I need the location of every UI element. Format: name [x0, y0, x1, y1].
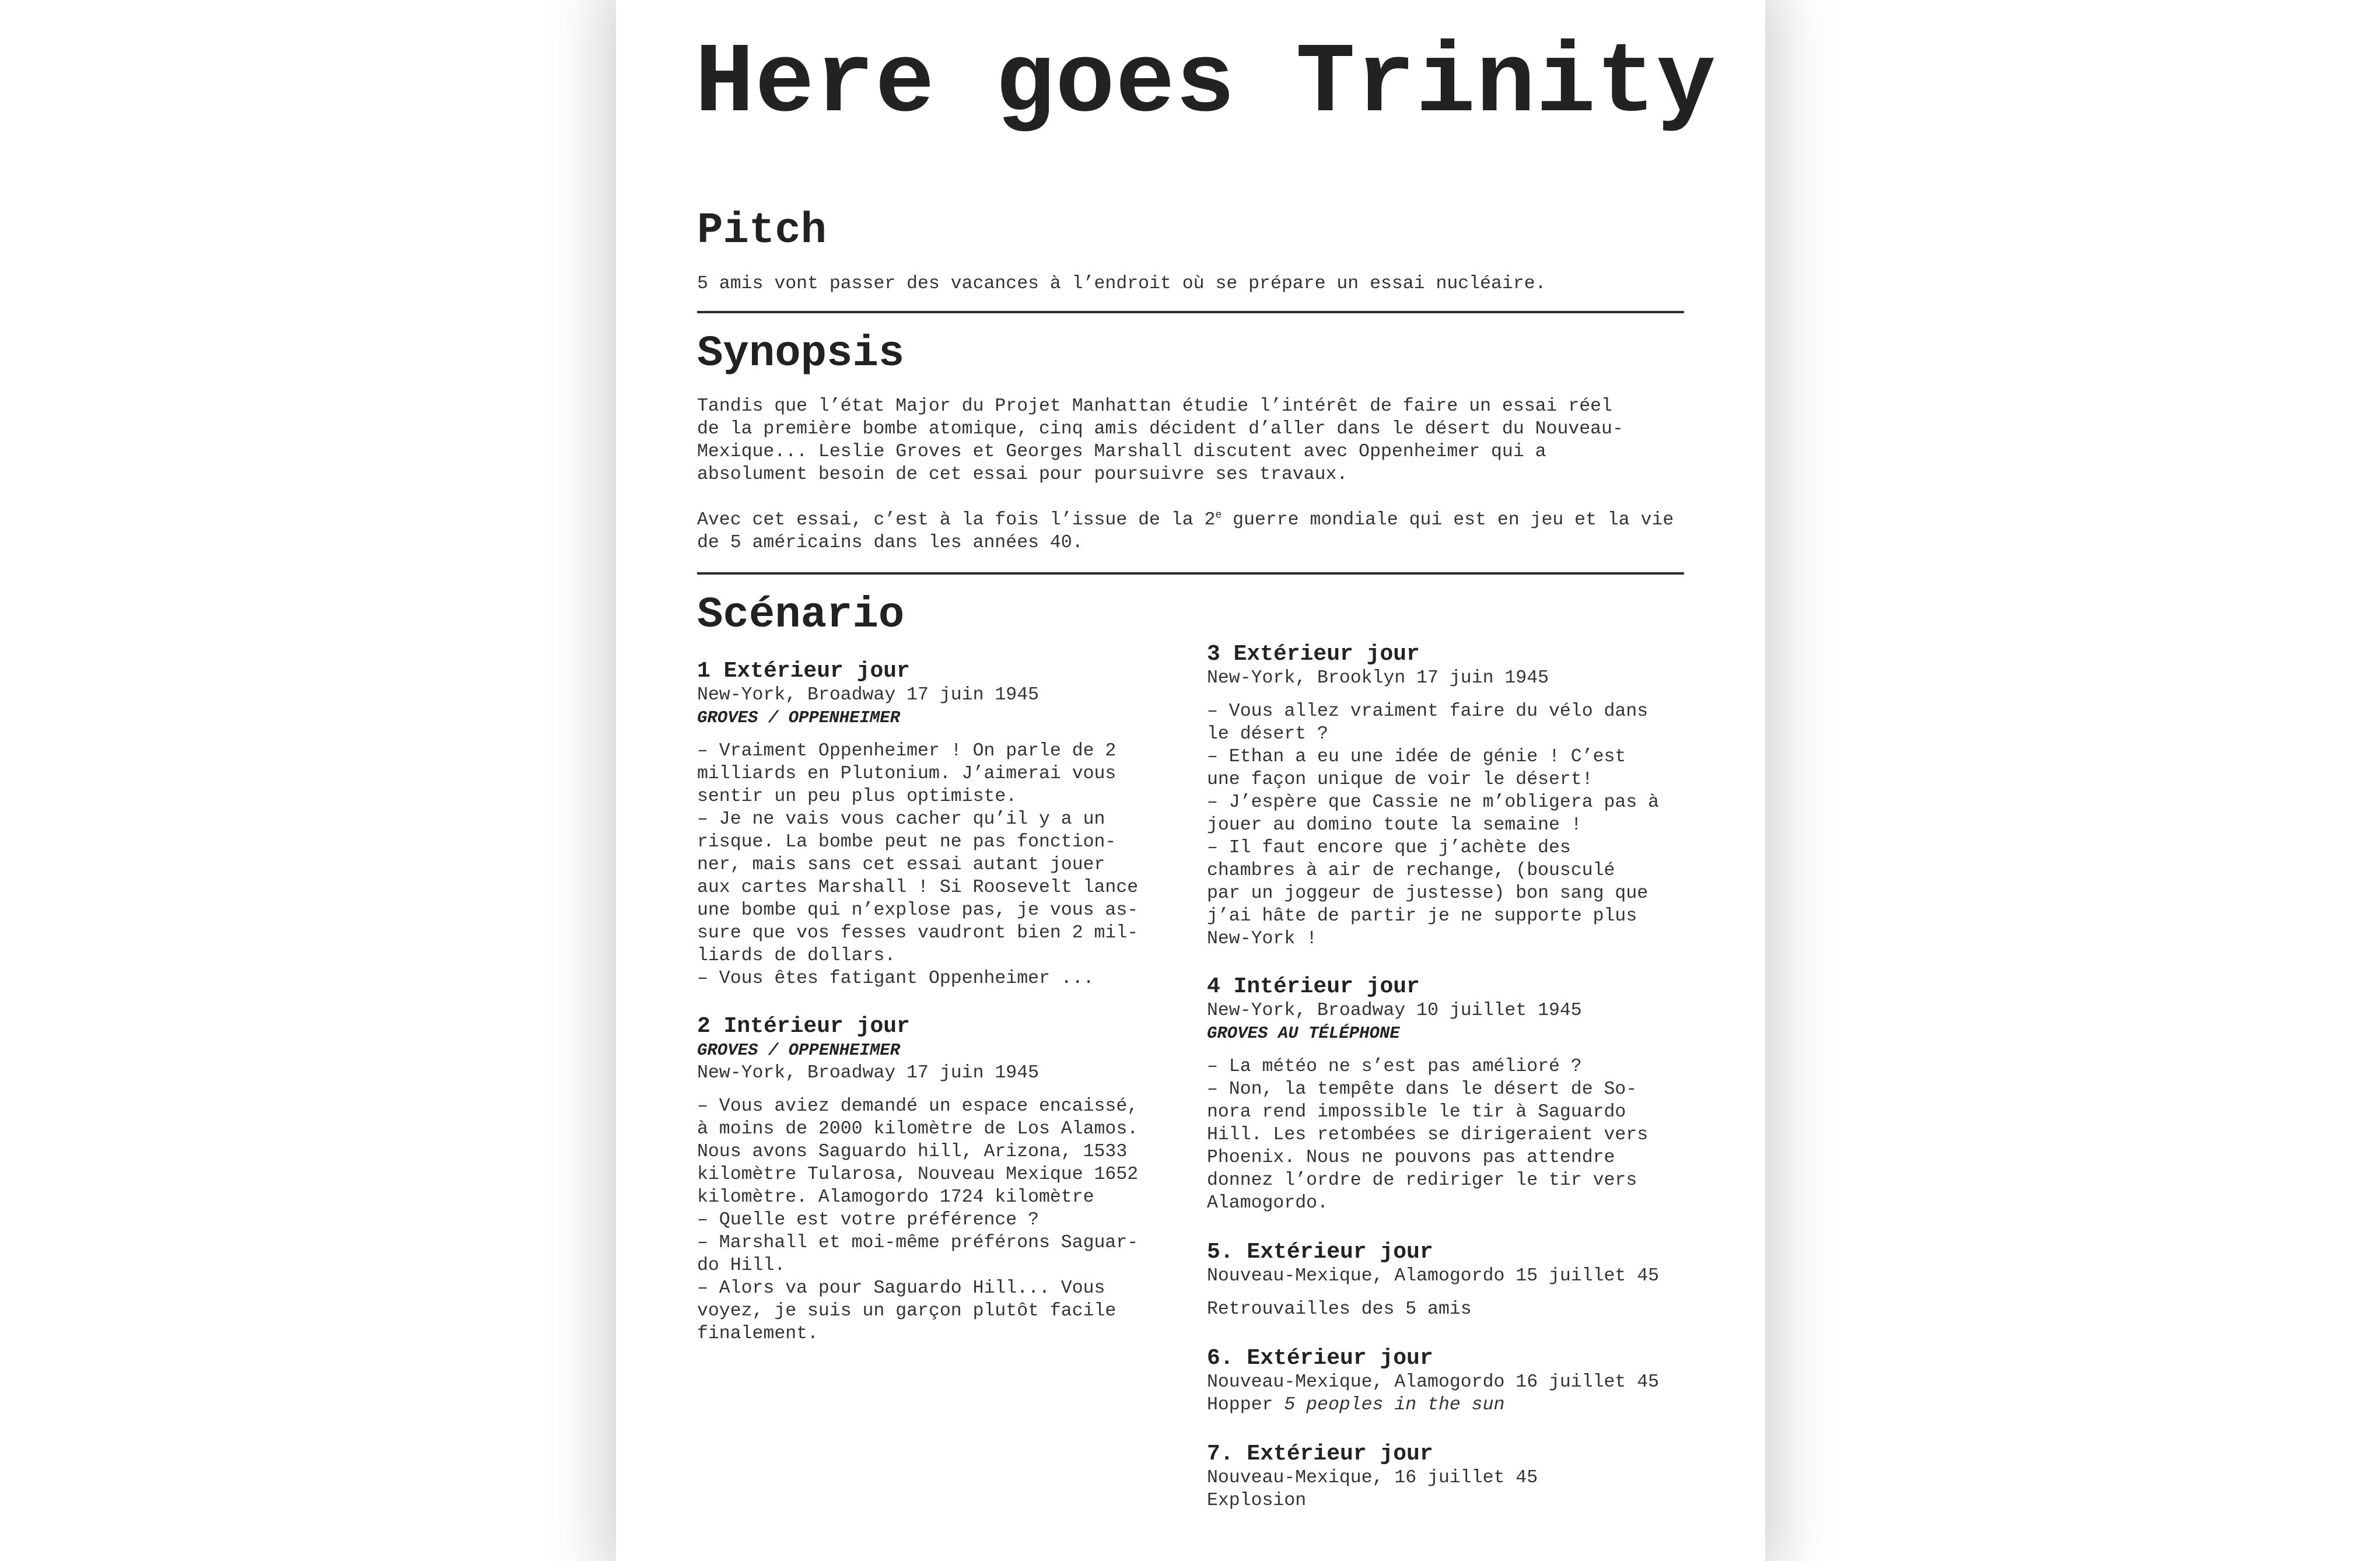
synopsis-paragraph-2-start: Avec cet essai, c’est à la fois l’issue de la 2 [697, 510, 1216, 530]
scene-title: 7. Extérieur jour [1207, 1441, 1433, 1466]
scene-place: Nouveau-Mexique, 16 juillet 45 [1207, 1468, 1538, 1488]
pitch-text: 5 amis vont passer des vacances à l’endroit où se prépare un essai nucléaire. [697, 274, 1546, 294]
ordinal-superscript: e [1215, 509, 1222, 522]
scene-title: 1 Extérieur jour [697, 659, 910, 684]
scene-place: Nouveau-Mexique, Alamogordo 15 juillet 45 [1207, 1266, 1660, 1286]
scenario-heading: Scénario [697, 591, 905, 640]
scenario-left-column [697, 659, 1187, 1345]
scenario-right-column [1207, 642, 1684, 1512]
scene-place: Nouveau-Mexique, Alamogordo 16 juillet 45 [1207, 1372, 1660, 1392]
document-page [616, 0, 1765, 1561]
scene-dialogue: – Vraiment Oppenheimer ! On parle de 2 milliards en Plutonium. J’aimerai vous sentir un peu plus optimiste. – Je ne vais vous cacher qu’il y a un risque. La bombe peut ne pas fonction- ner, mais sans cet essai autant jouer aux cartes Marshall ! Si Roosevelt lance une bombe qui n’explose pas, je vous as- sure que vos fesses vaudront bien 2 mil- liards de dollars. – Vous êtes fatigant Oppenheimer ... [697, 741, 1139, 989]
synopsis-heading: Synopsis [697, 330, 905, 379]
document-content [695, 0, 1717, 1561]
scene-characters: GROVES / OPPENHEIMER [697, 1041, 901, 1060]
scene-6 [1207, 1346, 1684, 1416]
section-divider [697, 572, 1684, 575]
scene-place: New-York, Brooklyn 17 juin 1945 [1207, 668, 1549, 688]
scene-description: Retrouvailles des 5 amis [1207, 1299, 1472, 1320]
scene-characters: GROVES AU TÉLÉPHONE [1207, 1024, 1400, 1043]
scene-place: New-York, Broadway 17 juin 1945 [697, 1063, 1039, 1083]
scene-title: 4 Intérieur jour [1207, 974, 1420, 999]
synopsis-paragraph-1: Tandis que l’état Major du Projet Manhattan étudie l’intérêt de faire un essai réel de la première bombe atomique, cinq amis décident d’aller dans le désert du Nouveau- Mexique... Leslie Groves et Georges Marshall discutent avec Oppenheimer qui a absolument besoin de cet essai pour poursuivre ses travaux. [697, 396, 1623, 485]
pitch-heading: Pitch [697, 206, 827, 256]
scene-place: New-York, Broadway 17 juin 1945 [697, 685, 1039, 705]
scene-3 [1207, 642, 1684, 950]
scene-title: 6. Extérieur jour [1207, 1346, 1433, 1371]
scene-1 [697, 659, 1187, 990]
scene-4 [1207, 975, 1684, 1214]
synopsis-paragraph-2 [697, 509, 1674, 554]
scene-title: 2 Intérieur jour [697, 1014, 910, 1039]
scene-2 [697, 1014, 1187, 1345]
scene-place: New-York, Broadway 10 juillet 1945 [1207, 1000, 1582, 1021]
scene-title: 3 Extérieur jour [1207, 642, 1420, 667]
document-title: Here goes Trinity [695, 28, 1717, 141]
scene-description-prefix: Hopper [1207, 1395, 1284, 1415]
scene-description-italic: 5 peoples in the sun [1284, 1395, 1505, 1415]
scene-characters: GROVES / OPPENHEIMER [697, 708, 901, 727]
scene-description [1207, 1394, 1684, 1416]
scene-dialogue: – Vous allez vraiment faire du vélo dans le désert ? – Ethan a eu une idée de génie ! C’est une façon unique de voir le désert! – J’espère que Cassie ne m’obligera pas à jouer au domino toute la semaine ! – Il faut encore que j’achète des chambres à air de rechange, (bousculé par un joggeur de justesse) bon sang que j’ai hâte de partir je ne supporte plus New-York ! [1207, 701, 1660, 949]
section-divider [697, 311, 1684, 313]
scene-7 [1207, 1442, 1684, 1512]
scene-5 [1207, 1240, 1684, 1321]
scene-title: 5. Extérieur jour [1207, 1240, 1433, 1265]
scene-dialogue: – Vous aviez demandé un espace encaissé, à moins de 2000 kilomètre de Los Alamos. Nous avons Saguardo hill, Arizona, 1533 kilomètre Tularosa, Nouveau Mexique 1652 kilomètre. Alamogordo 1724 kilomètre – Quelle est votre préférence ? – Marshall et moi-même préférons Saguar- do Hill. – Alors va pour Saguardo Hill... Vous voyez, je suis un garçon plutôt facile finalement. [697, 1096, 1139, 1344]
synopsis-paragraph-2-end: guerre mondiale qui est en jeu et la vie de 5 américains dans les années 40. [697, 510, 1674, 553]
scene-dialogue: – La météo ne s’est pas amélioré ? – Non, la tempête dans le désert de So- nora rend impossible le tir à Saguardo Hill. Les retombées se dirigeraient vers Phoenix. Nous ne pouvons pas attendre donnez l’ordre de rediriger le tir vers Alamogordo. [1207, 1056, 1648, 1213]
scene-description: Explosion [1207, 1490, 1307, 1511]
